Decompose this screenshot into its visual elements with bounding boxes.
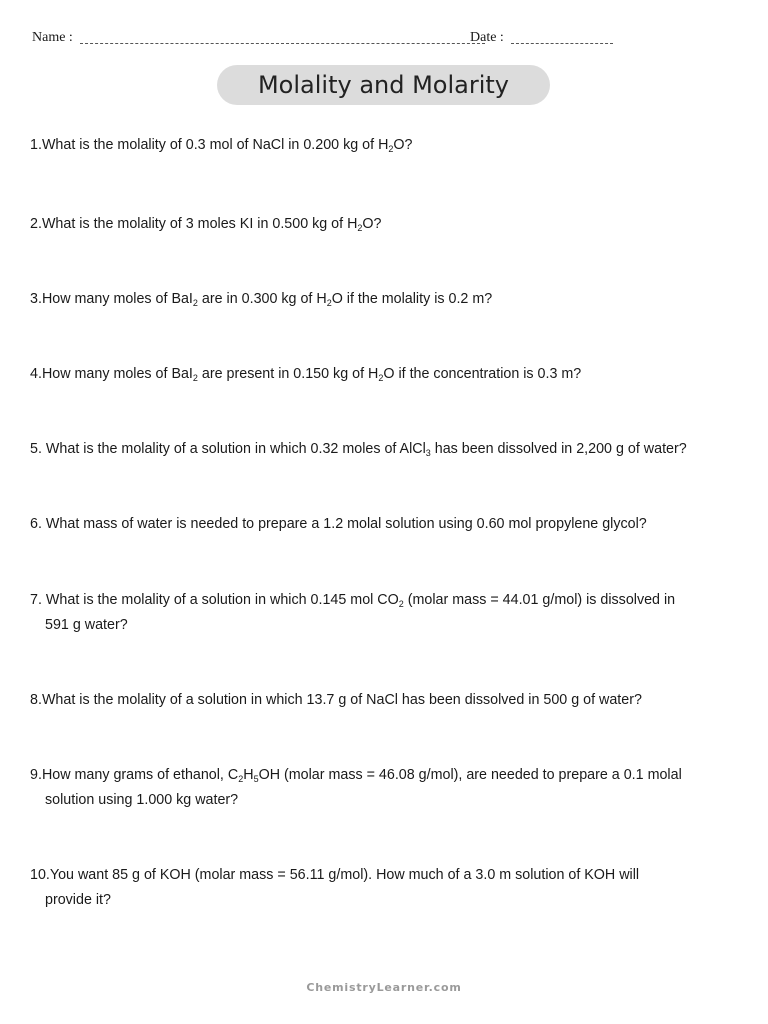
date-blank-line[interactable] — [511, 43, 613, 44]
question-5: 5. What is the molality of a solution in which 0.32 moles of AlCl$_3$ has been dissolved in 2,200 g of water? — [30, 441, 687, 458]
question-continuation: provide it? — [45, 892, 111, 908]
question-10: 10.You want 85 g of KOH (molar mass = 56.11 g/mol). How much of a 3.0 m solution of KOH will provide it? — [30, 863, 730, 913]
question-number: 9. — [30, 767, 42, 783]
question-number: 1. — [30, 137, 42, 153]
question-number: 6. — [30, 516, 42, 532]
question-number: 10. — [30, 867, 50, 883]
question-number: 7. — [30, 592, 42, 608]
question-7: 7. What is the molality of a solution in which 0.145 mol $CO_2$ (molar mass = 44.01 g/mol) is dissolved in 591 g water? — [30, 588, 730, 638]
question-number: 8. — [30, 692, 42, 708]
question-4: 4.How many moles of BaI$_2$ are present in 0.150 kg of $H_2O$ if the concentration is 0.3 m? — [30, 366, 582, 383]
name-label: Name : — [32, 30, 73, 45]
name-blank-line[interactable] — [80, 43, 485, 44]
question-2: 2.What is the molality of 3 moles KI in 0.500 kg of $H_2O$? — [30, 216, 382, 233]
question-number: 5. — [30, 441, 42, 457]
header-row — [32, 30, 622, 50]
question-6: 6. What mass of water is needed to prepare a 1.2 molal solution using 0.60 mol propylene glycol? — [30, 516, 647, 532]
question-continuation: 591 g water? — [45, 617, 128, 633]
question-1: 1.What is the molality of 0.3 mol of NaCl in 0.200 kg of $H_2O$? — [30, 137, 413, 154]
footer-watermark: ChemistryLearner.com — [306, 981, 462, 994]
question-continuation: solution using 1.000 kg water? — [45, 792, 239, 808]
question-number: 2. — [30, 216, 42, 232]
question-number: 4. — [30, 366, 42, 382]
date-label: Date : — [470, 30, 504, 45]
page-title: Molality and Molarity — [217, 65, 550, 105]
question-8: 8.What is the molality of a solution in which 13.7 g of NaCl has been dissolved in 500 g of water? — [30, 692, 642, 708]
question-number: 3. — [30, 291, 42, 307]
question-9: 9.How many grams of ethanol, $C_2H_5OH$ (molar mass = 46.08 g/mol), are needed to prepare a 0.1 molal solution using 1.000 kg water? — [30, 763, 730, 813]
question-3: 3.How many moles of BaI$_2$ are in 0.300 kg of $H_2O$ if the molality is 0.2 m? — [30, 291, 493, 308]
